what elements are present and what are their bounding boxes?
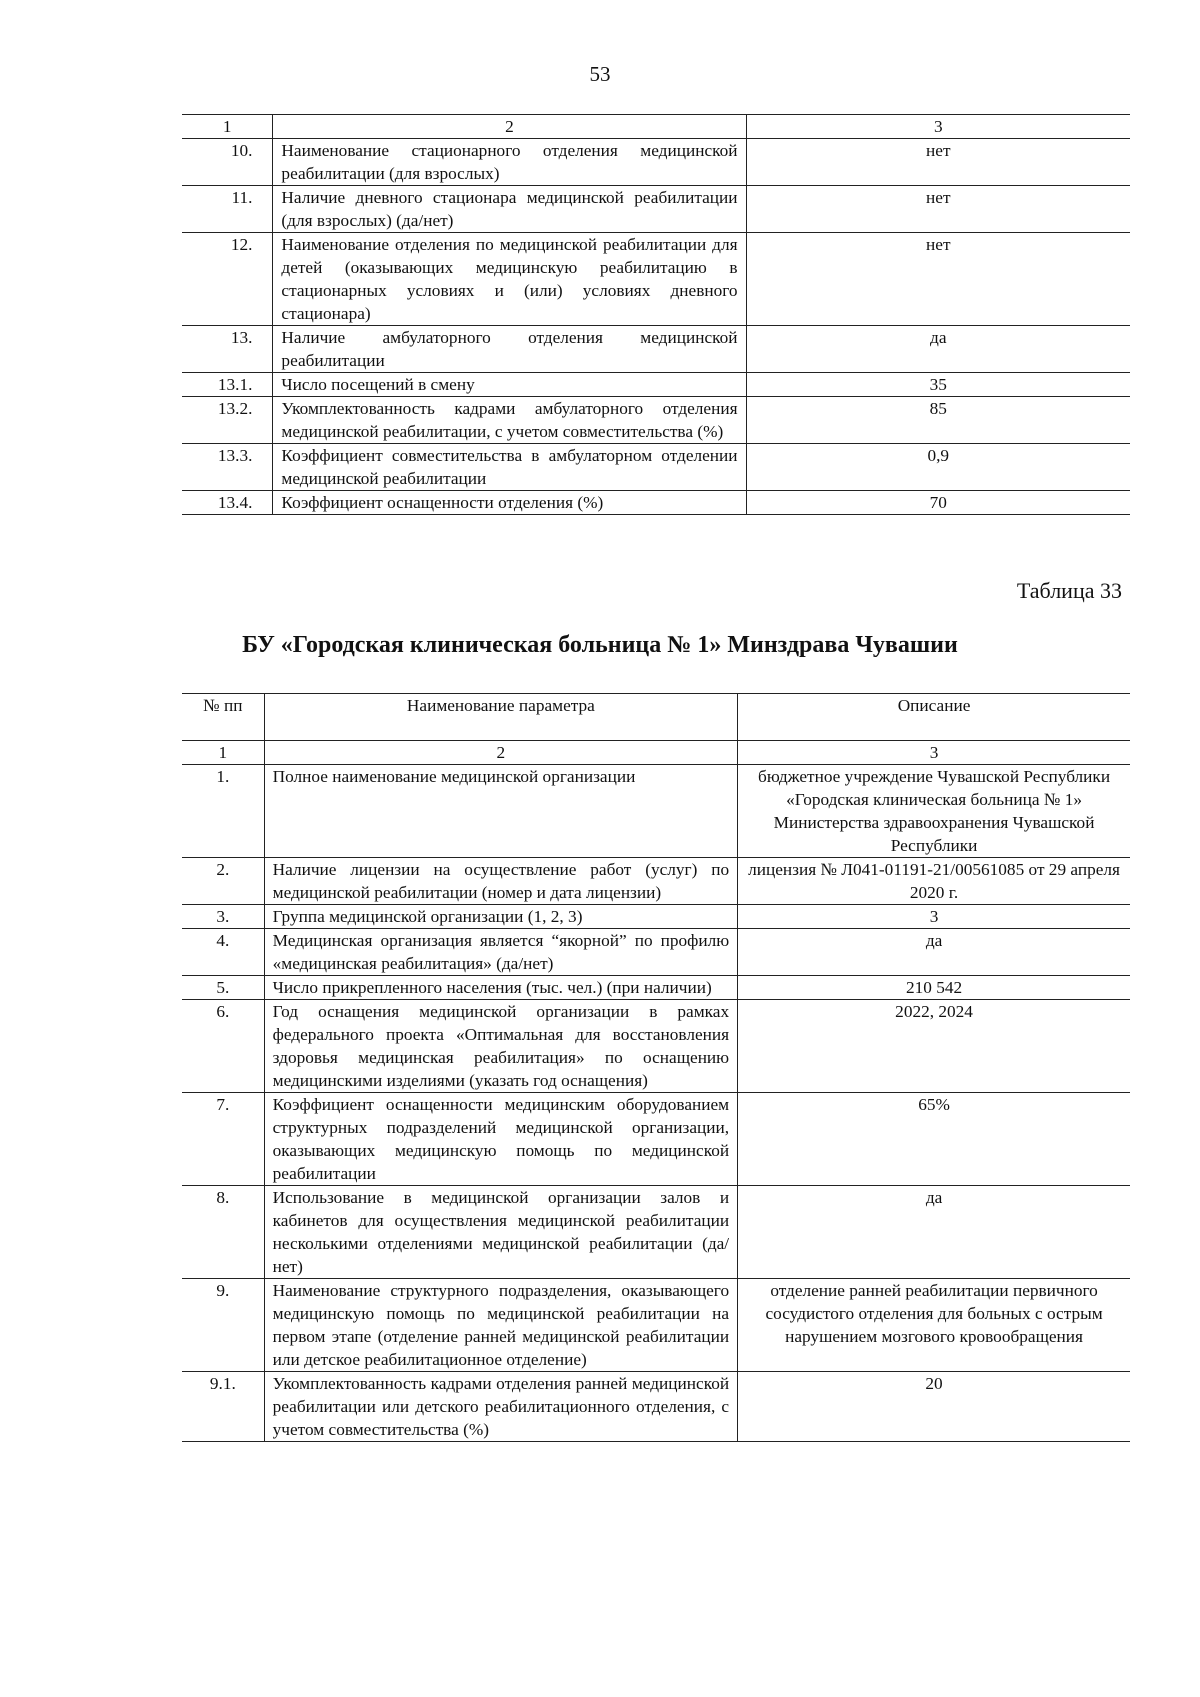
row-number: 12.: [182, 233, 273, 326]
table-row: [182, 976, 1130, 1000]
table-row: [182, 326, 1130, 373]
parameter-value: 65%: [918, 1095, 950, 1114]
parameter-name: Медицинская организация является “якорной” по профилю «медицинская реабилитация» (да/нет): [264, 929, 737, 976]
column-number: 2: [264, 741, 737, 765]
table-row: [182, 905, 1130, 929]
table-row: [182, 397, 1130, 444]
row-number: 4.: [182, 929, 264, 976]
column-header-description: Описание: [897, 696, 971, 715]
row-number: 5.: [182, 976, 264, 1000]
parameter-name: Наличие дневного стационара медицинской реабилитации (для взрослых) (да/нет): [273, 186, 746, 233]
table-row: [182, 929, 1130, 976]
parameter-name: Коэффициент совместительства в амбулаторном отделении медицинской реабилитации: [273, 444, 746, 491]
column-number: 2: [273, 115, 746, 139]
parameter-name: Коэффициент оснащенности медицинским оборудованием структурных подразделений медицинской организации, оказывающих медицинскую помощь по медицинской реабилитации: [264, 1093, 737, 1186]
table-row: [182, 444, 1130, 491]
row-number: 13.1.: [182, 373, 273, 397]
row-number: 1.: [182, 765, 264, 858]
parameter-value: нет: [926, 141, 951, 160]
table-row: [182, 1372, 1130, 1442]
row-number: 8.: [182, 1186, 264, 1279]
table-row: [182, 1093, 1130, 1186]
parameter-value: 2022, 2024: [895, 1002, 973, 1021]
table-row: [182, 1186, 1130, 1279]
parameter-value: 85: [929, 399, 947, 418]
parameter-name: Наименование отделения по медицинской реабилитации для детей (оказывающих медицинскую реабилитацию в стационарных условиях и (или) условиях дневного стационара): [273, 233, 746, 326]
parameter-value: да: [930, 328, 947, 347]
parameter-name: Наличие амбулаторного отделения медицинской реабилитации: [273, 326, 746, 373]
table-row: [182, 1279, 1130, 1372]
column-number: 1: [182, 115, 273, 139]
table-row: [182, 1000, 1130, 1093]
continued-parameters-table: [182, 114, 1130, 515]
table-row: [182, 373, 1130, 397]
parameter-value: нет: [926, 235, 951, 254]
column-header-number: № пп: [182, 694, 264, 741]
table-column-numbers-row: [182, 115, 1130, 139]
page-number: 53: [589, 62, 611, 86]
parameter-name: Укомплектованность кадрами амбулаторного отделения медицинской реабилитации, с учетом совместительства (%): [273, 397, 746, 444]
column-number: 3: [929, 743, 939, 762]
row-number: 13.2.: [182, 397, 273, 444]
table-header-row: [182, 694, 1130, 741]
row-number: 9.1.: [182, 1372, 264, 1442]
table-row: [182, 765, 1130, 858]
parameter-name: Полное наименование медицинской организации: [264, 765, 737, 858]
table-row: [182, 858, 1130, 905]
parameter-name: Группа медицинской организации (1, 2, 3): [264, 905, 737, 929]
parameter-name: Наименование структурного подразделения, оказывающего медицинскую помощь по медицинской реабилитации на первом этапе (отделение ранней медицинской реабилитации или детское реабилитационное отделение): [264, 1279, 737, 1372]
parameter-value: 70: [929, 493, 947, 512]
parameter-name: Укомплектованность кадрами отделения ранней медицинской реабилитации или детского реабилитационного отделения, с учетом совместительства (%): [264, 1372, 737, 1442]
parameter-value: лицензия № Л041-01191-21/00561085 от 29 апреля 2020 г.: [748, 860, 1120, 902]
parameter-value: 20: [925, 1374, 943, 1393]
parameter-name: Наличие лицензии на осуществление работ (услуг) по медицинской реабилитации (номер и дата лицензии): [264, 858, 737, 905]
parameter-value: бюджетное учреждение Чувашской Республики «Городская клиническая больница № 1» Министерства здравоохранения Чувашской Республики: [758, 767, 1111, 855]
parameter-value: отделение ранней реабилитации первичного сосудистого отделения для больных с острым нарушением мозгового кровообращения: [765, 1281, 1103, 1346]
column-number: 3: [933, 117, 943, 136]
parameter-value: да: [925, 1188, 943, 1207]
parameter-value: 0,9: [927, 446, 950, 465]
parameter-value: да: [925, 931, 943, 950]
parameter-name: Число посещений в смену: [273, 373, 746, 397]
parameter-value: 35: [929, 375, 947, 394]
parameter-name: Год оснащения медицинской организации в рамках федерального проекта «Оптимальная для восстановления здоровья медицинская реабилитация» по оснащению медицинскими изделиями (указать год оснащения): [264, 1000, 737, 1093]
parameter-name: Наименование стационарного отделения медицинской реабилитации (для взрослых): [273, 139, 746, 186]
row-number: 2.: [182, 858, 264, 905]
parameter-value: нет: [926, 188, 951, 207]
row-number: 9.: [182, 1279, 264, 1372]
row-number: 7.: [182, 1093, 264, 1186]
table-row: [182, 491, 1130, 515]
row-number: 13.: [182, 326, 273, 373]
row-number: 13.3.: [182, 444, 273, 491]
row-number: 6.: [182, 1000, 264, 1093]
row-number: 3.: [182, 905, 264, 929]
table-row: [182, 186, 1130, 233]
row-number: 13.4.: [182, 491, 273, 515]
parameter-name: Число прикрепленного населения (тыс. чел.) (при наличии): [264, 976, 737, 1000]
parameter-name: Коэффициент оснащенности отделения (%): [273, 491, 746, 515]
column-header-parameter: Наименование параметра: [264, 694, 737, 741]
row-number: 10.: [182, 139, 273, 186]
parameter-value: 3: [929, 907, 939, 926]
parameter-value: 210 542: [905, 978, 963, 997]
table-label: Таблица 33: [1016, 578, 1122, 603]
table-row: [182, 139, 1130, 186]
parameter-name: Использование в медицинской организации залов и кабинетов для осуществления медицинской реабилитации несколькими отделениями медицинской реабилитации (да/нет): [264, 1186, 737, 1279]
hospital-parameters-table: [182, 693, 1130, 1442]
table-title: БУ «Городская клиническая больница № 1» Минздрава Чувашии: [242, 632, 958, 658]
table-row: [182, 233, 1130, 326]
row-number: 11.: [182, 186, 273, 233]
table-column-numbers-row: [182, 741, 1130, 765]
column-number: 1: [182, 741, 264, 765]
